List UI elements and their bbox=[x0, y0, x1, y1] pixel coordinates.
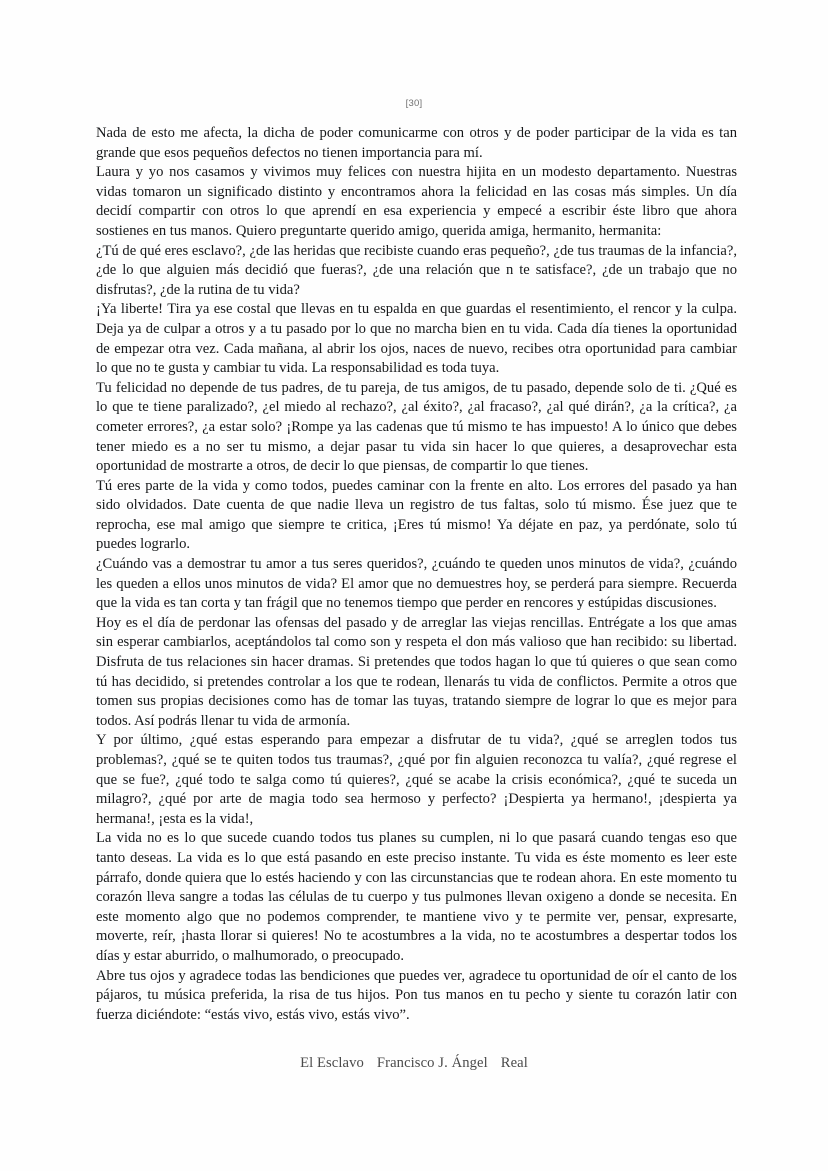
paragraph: Laura y yo nos casamos y vivimos muy felices con nuestra hijita en un modesto departamento. Nuestras vidas tomaron un significado distinto y encontramos ahora la felicidad en las cosas más simples. Un día decidí compartir con otros lo que aprendí en esa experiencia y empecé a escribir éste libro que ahora sostienes en tus manos. Quiero preguntarte querido amigo, querida amiga, hermanito, hermanita: bbox=[96, 164, 737, 239]
paragraph: Nada de esto me afecta, la dicha de poder comunicarme con otros y de poder participar de la vida es tan grande que esos pequeños defectos no tienen importancia para mí. bbox=[96, 125, 737, 161]
page-number: [30] bbox=[405, 98, 423, 109]
paragraph: Tu felicidad no depende de tus padres, de tu pareja, de tus amigos, de tu pasado, depende solo de ti. ¿Qué es lo que te tiene paralizado?, ¿el miedo al rechazo?, ¿al éxito?, ¿al fracaso?, ¿al qué dirán?, ¿a la crítica?, ¿a cometer errores?, ¿a estar solo? ¡Rompe ya las cadenas que tú mismo te has impuesto! A lo único que debes tener miedo es a no ser tu mismo, a dejar pasar tu vida sin hacer lo que quieres, a desaprovechar esta oportunidad de mostrarte a otros, de decir lo que piensas, de compartir lo que tienes. bbox=[96, 379, 737, 475]
colophon-author-first: Francisco J. Ángel bbox=[376, 1055, 488, 1071]
body-text bbox=[96, 124, 737, 1025]
paragraph: Y por último, ¿qué estas esperando para empezar a disfrutar de tu vida?, ¿qué se arreglen todos tus problemas?, ¿qué se te quiten todos tus traumas?, ¿qué por fin alguien reconozca tu valía?, ¿qué regrese el que se fue?, ¿qué todo te salga como tú quieres?, ¿qué se acabe la crisis económica?, ¿qué te suceda un milagro?, ¿qué por arte de magia todo sea hermoso y perfecto? ¡Despierta ya hermano!, ¡despierta ya hermana!, ¡esta es la vida!, bbox=[96, 732, 737, 827]
paragraph: La vida no es lo que sucede cuando todos tus planes su cumplen, ni lo que pasará cuando tengas eso que tanto deseas. La vida es lo que está pasando en este preciso instante. Tu vida es éste momento es leer este párrafo, donde quiera que lo estés haciendo y con las circunstancias que te rodean ahora. En este momento tu corazón lleva sangre a todas las células de tu cuerpo y tus pulmones llevan oxigeno a donde se necesita. En este momento algo que no podemos comprender, te mantiene vivo y te permite ver, pensar, expresarte, moverte, reír, ¡hasta llorar si quieres! No te acostumbres a la vida, no te acostumbres a despertar todos los días y estar aburrido, o malhumorado, o preocupado. bbox=[96, 830, 737, 964]
paragraph: ¡Ya liberte! Tira ya ese costal que llevas en tu espalda en que guardas el resentimiento, el rencor y la culpa. Deja ya de culpar a otros y a tu pasado por lo que no marcha bien en tu vida. Cada día tienes la oportunidad de empezar otra vez. Cada mañana, al abrir los ojos, naces de nuevo, recibes otra oportunidad para cambiar lo que no te gusta y cambiar tu vida. La responsabilidad es toda tuya. bbox=[96, 301, 737, 377]
colophon-author-last: Real bbox=[500, 1055, 528, 1071]
paragraph: ¿Cuándo vas a demostrar tu amor a tus seres queridos?, ¿cuándo te queden unos minutos de vida?, ¿cuándo les queden a ellos unos minutos de vida? El amor que no demuestres hoy, se perderá para siempre. Recuerda que la vida es tan corta y tan frágil que no tenemos tiempo que perder en rencores y estúpidas discusiones. bbox=[96, 556, 737, 612]
colophon-book-title: El Esclavo bbox=[300, 1055, 364, 1071]
paragraph: Tú eres parte de la vida y como todos, puedes caminar con la frente en alto. Los errores del pasado ya han sido olvidados. Date cuenta de que nadie lleva un registro de tus faltas, solo tú mismo. Ése juez que te reprocha, ese mal amigo que siempre te critica, ¡Eres tú mismo! Ya déjate en paz, ya perdónate, solo tú puedes lograrlo. bbox=[96, 477, 737, 553]
paragraph: Hoy es el día de perdonar las ofensas del pasado y de arreglar las viejas rencillas. Entrégate a los que amas sin esperar cambiarlos, aceptándolos tal como son y respeta el don más valioso que han recibido: su libertad. Disfruta de tus relaciones sin hacer dramas. Si pretendes que todos hagan lo que tú quieres o que sean como tú has decidido, si pretendes controlar a los que te rodean, llenarás tu vida de conflictos. Permite a otros que tomen sus propias decisiones como has de tomar las tuyas, tratando siempre de lograr lo que es mejor para todos. Así podrás llenar tu vida de armonía. bbox=[96, 614, 737, 729]
paragraph: ¿Tú de qué eres esclavo?, ¿de las heridas que recibiste cuando eras pequeño?, ¿de tus traumas de la infancia?, ¿de lo que alguien más decidió que fueras?, ¿de una relación que n te satisface?, ¿de un trabajo que no disfrutas?, ¿de la rutina de tu vida? bbox=[96, 242, 737, 298]
paragraph: Abre tus ojos y agradece todas las bendiciones que puedes ver, agradece tu oportunidad de oír el canto de los pájaros, tu música preferida, la risa de tus hijos. Pon tus manos en tu pecho y siente tu corazón latir con fuerza diciéndote: “estás vivo, estás vivo, estás vivo”. bbox=[96, 967, 737, 1023]
colophon bbox=[0, 1055, 828, 1072]
